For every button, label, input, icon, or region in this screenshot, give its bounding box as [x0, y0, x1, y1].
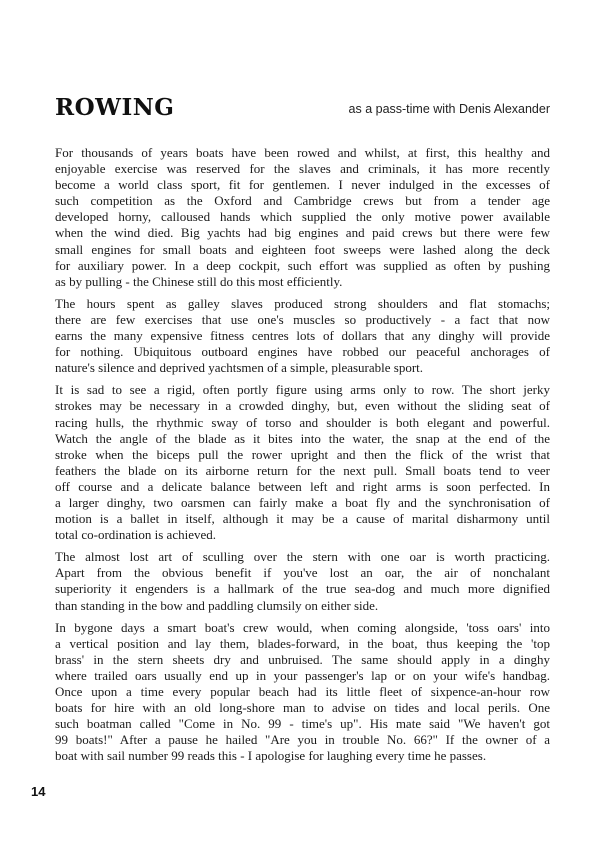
- text-line: strokes may be necessary in a crowded dinghy, but, even without the sliding seat of: [55, 398, 550, 414]
- text-line: brass' in the stern sheets dry and unbruised. The same should apply in a dinghy: [55, 651, 550, 667]
- text-line: total co-ordination is achieved.: [55, 527, 217, 543]
- text-line: developed horny, calloused hands which supplied the only motive power available: [55, 209, 550, 225]
- article-body: [55, 145, 550, 770]
- paragraph: [55, 145, 550, 290]
- text-line: such competition as the Oxford and Cambridge crews but from a tender age: [55, 193, 550, 209]
- text-line: earns the many expensive fitness centres lots of dollars that any dinghy will provide: [55, 328, 550, 344]
- paragraph: [55, 549, 550, 613]
- text-line: In bygone days a smart boat's crew would, when coming alongside, 'toss oars' into: [55, 619, 550, 635]
- text-line: enjoyable exercise was reserved for the slaves and criminals, it has more recently: [55, 161, 550, 177]
- text-line: where trailed oars usually end up in your passenger's lap or on your wife's handbag.: [55, 667, 550, 683]
- text-line: superiority it engenders is a hallmark of the true sea-dog and much more dignified: [55, 581, 550, 597]
- text-line: nature's silence and deprived yachtsmen of a simple, pleasurable sport.: [55, 360, 424, 376]
- text-line: than standing in the bow and paddling clumsily on either side.: [55, 597, 379, 613]
- text-line: It is sad to see a rigid, often portly figure using arms only to row. The short jerky: [55, 382, 550, 398]
- text-line: off course and a delicate balance between left and right arms is soon perfected. In: [55, 478, 550, 494]
- text-line: Once upon a time every popular beach had its little fleet of sixpence-an-hour row: [55, 684, 550, 699]
- text-line: such boatman called "Come in No. 99 - time's up". His mate said "We haven't got: [55, 716, 550, 732]
- article-header: [55, 94, 550, 124]
- text-line: The hours spent as galley slaves produced strong shoulders and flat stomachs;: [55, 295, 550, 311]
- text-line: racing hulls, the rhythmic sway of torso and shoulder is both elegant and powerful.: [55, 414, 550, 430]
- text-line: 99 boats!" After a pause he hailed "Are you in trouble No. 66?" If the owner of a: [55, 732, 550, 748]
- paragraph: [55, 382, 550, 543]
- article-byline: as a pass-time with Denis Alexander: [348, 102, 550, 116]
- article-title: ROWING: [55, 94, 175, 121]
- paragraph: [55, 296, 550, 376]
- text-line: become a world class sport, fit for gentlemen. I never indulged in the excesses of: [55, 177, 550, 193]
- paragraph: [55, 620, 550, 765]
- page-number: 14: [31, 784, 46, 799]
- text-line: for nothing. Ubiquitous outboard engines have robbed our peaceful anchorages of: [55, 344, 550, 360]
- text-line: stroke when the biceps pull the rower upright and then the flick of the wrist that: [55, 446, 550, 462]
- text-line: boats for hire with an old long-shore man to advise on tides and local perils. One: [55, 700, 550, 716]
- text-line: when the wind died. Big yachts had big engines and paid crews but there were few: [55, 225, 550, 241]
- text-line: there are few exercises that use one's muscles so productively - a fact that now: [55, 311, 550, 327]
- text-line: a larger dinghy, two oarsmen can fairly make a boat fly and the synchronisation of: [55, 494, 550, 510]
- text-line: For thousands of years boats have been rowed and whilst, at first, this healthy and: [55, 145, 550, 160]
- text-line: feathers the blade on its airborne return for the next pull. Small boats tend to veer: [55, 462, 550, 478]
- text-line: for auxiliary power. In a deep cockpit, such effort was supplied as often by pushing: [55, 257, 550, 273]
- text-line: as by pulling - the Chinese still do this most efficiently.: [55, 273, 343, 289]
- text-line: Watch the angle of the blade as it bites into the water, the snap at the end of the: [55, 430, 550, 446]
- text-line: a vertical position and lay them, blades-forward, in the boat, thus keeping the 'top: [55, 635, 550, 651]
- text-line: boat with sail number 99 reads this - I apologise for laughing every time he passes.: [55, 748, 487, 764]
- text-line: Apart from the obvious benefit if you've lost an oar, the air of nonchalant: [55, 565, 550, 581]
- text-line: The almost lost art of sculling over the stern with one oar is worth practicing.: [55, 549, 550, 565]
- text-line: motion is a ballet in itself, although it may be a cause of marital disharmony until: [55, 511, 550, 527]
- text-line: small engines for small boats and eighteen foot sweeps were lashed along the deck: [55, 241, 550, 257]
